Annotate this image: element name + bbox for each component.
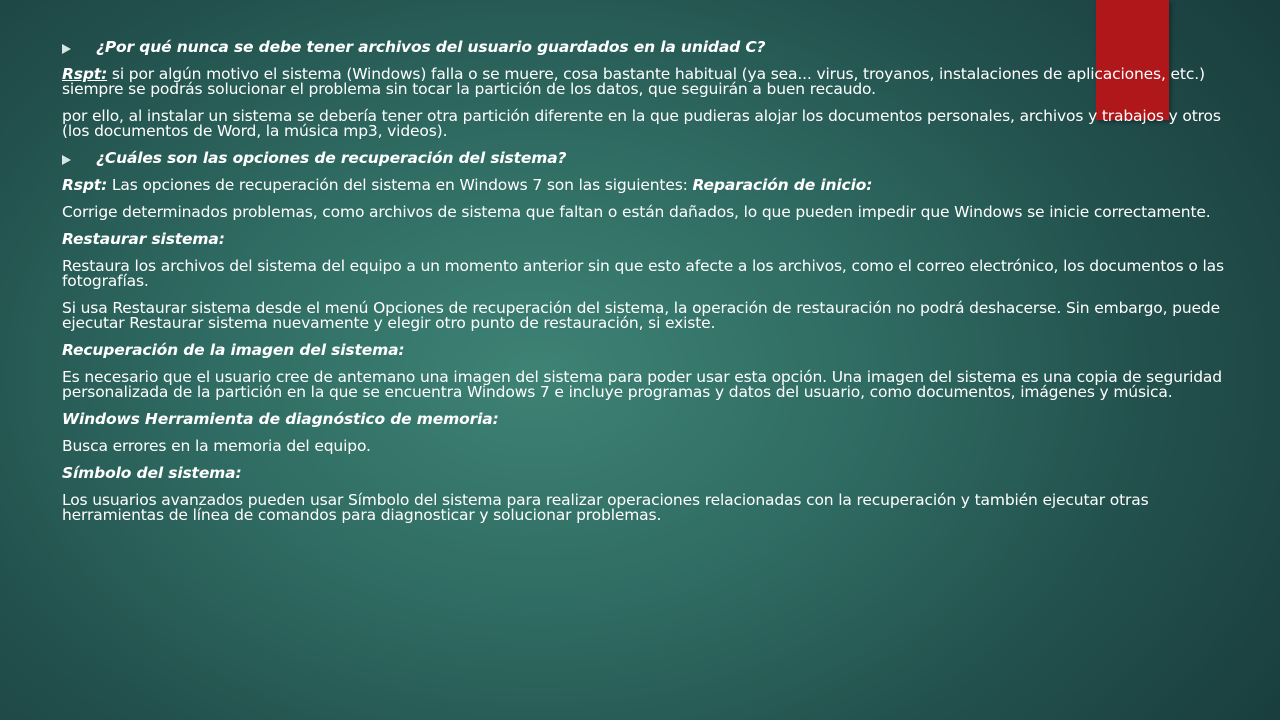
answer-2: [62, 178, 1227, 193]
answer-2-label: Rspt:: [62, 176, 108, 194]
option-1-title: Reparación de inicio:: [692, 176, 873, 194]
option-4-text: Busca errores en la memoria del equipo.: [62, 437, 371, 455]
answer-1: [62, 67, 1227, 97]
answer-1-label: Rspt:: [62, 65, 108, 83]
option-1-text: Corrige determinados problemas, como archivos de sistema que faltan o están dañados, lo que pueden impedir que Windows se inicie correctamente.: [62, 203, 1211, 221]
option-2-text-2: Si usa Restaurar sistema desde el menú Opciones de recuperación del sistema, la operación de restauración no podrá deshacerse. Sin embargo, puede ejecutar Restaurar sistema nuevamente y elegir otro punto de restauración, si existe.: [62, 299, 1220, 332]
question-2-text: ¿Cuáles son las opciones de recuperación del sistema?: [96, 149, 567, 167]
option-4-title: Windows Herramienta de diagnóstico de memoria:: [62, 410, 499, 428]
question-1: [62, 40, 1227, 55]
slide-content: [62, 40, 1227, 535]
triangle-right-icon: [62, 155, 71, 165]
option-3-text: Es necesario que el usuario cree de antemano una imagen del sistema para poder usar esta opción. Una imagen del sistema es una copia de seguridad personalizada de la partición en la que se encuentra Windows 7 e incluye programas y datos del usuario, como documentos, imágenes y música.: [62, 368, 1222, 401]
answer-1-paragraph-2: por ello, al instalar un sistema se debería tener otra partición diferente en la que pudieras alojar los documentos personales, archivos y trabajos y otros (los documentos de Word, la música mp3, videos).: [62, 107, 1221, 140]
option-2-title: Restaurar sistema:: [62, 230, 225, 248]
triangle-right-icon: [62, 44, 71, 54]
answer-2-text: Las opciones de recuperación del sistema en Windows 7 son las siguientes:: [107, 176, 693, 194]
option-5-text: Los usuarios avanzados pueden usar Símbolo del sistema para realizar operaciones relacionadas con la recuperación y también ejecutar otras herramientas de línea de comandos para diagnosticar y solucionar problemas.: [62, 491, 1149, 524]
question-1-text: ¿Por qué nunca se debe tener archivos del usuario guardados en la unidad C?: [96, 38, 766, 56]
option-2-text-1: Restaura los archivos del sistema del equipo a un momento anterior sin que esto afecte a los archivos, como el correo electrónico, los documentos o las fotografías.: [62, 257, 1224, 290]
option-3-title: Recuperación de la imagen del sistema:: [62, 341, 405, 359]
option-5-title: Símbolo del sistema:: [62, 464, 242, 482]
answer-1-text: si por algún motivo el sistema (Windows) falla o se muere, cosa bastante habitual (ya sea... virus, troyanos, instalaciones de aplicaciones, etc.) siempre se podrás solucionar el problema sin tocar la partición de los datos, que seguirán a buen recaudo.: [62, 65, 1205, 98]
question-2: [62, 151, 1227, 166]
